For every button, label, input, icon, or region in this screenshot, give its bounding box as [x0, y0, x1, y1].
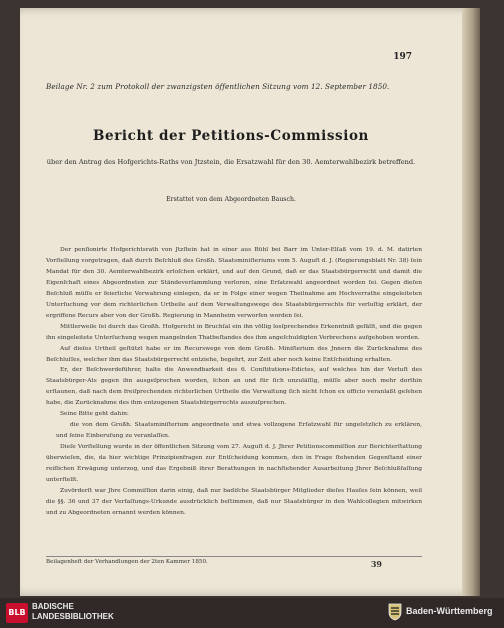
bw-coat-of-arms-icon	[388, 603, 402, 621]
paragraph: Zuvörderſt war Jhre Commiſſion darin einig, daß nur badiſche Staatsbürger Mitglieder dieſes Hauſes ſein können, weil die §§. 36 und 37 der Verfaſſungs-Urkunde ausdrücklich beſtimmen, daß nur Staatsbürger in den Wahlcollegien mitwirken und zu Abgeordneten ernannt werden können.	[46, 487, 422, 516]
signature-mark: 39	[370, 559, 382, 569]
report-author: Erstattet von dem Abgeordneten Bausch.	[166, 196, 296, 203]
library-name-line1: BADISCHE	[32, 602, 74, 611]
library-name-line2: LANDESBIBLIOTHEK	[32, 612, 114, 621]
library-name[interactable]	[32, 602, 114, 622]
book-edge	[462, 8, 480, 596]
state-name[interactable]: Baden-Württemberg	[406, 606, 493, 616]
blb-logo-icon[interactable]: BLB	[6, 603, 28, 623]
paragraph: Mittlerweile ſei durch das Großh. Hofgericht in Bruchſal ein ihn völlig losſprechendes Erkenntniß gefällt, und die gegen ihn eingeleitete Unterſuchung wegen mangelnden Thatbeſtandes des ihm angeſchuldigten Verbrechens aufgehoben worden.	[46, 323, 422, 341]
page-number: 197	[393, 52, 412, 62]
paragraph: Auf dieſes Urtheil geſtützt habe er im Recurswege von dem Großh. Miniſterium des Jnnern die Zurücknahme des Beſchluſſes, welcher ihm das Staatsbürgerrecht entziehe, begehrt, zur Zeit aber noch keine Entſcheidung erhalten.	[46, 345, 422, 363]
report-subtitle: über den Antrag des Hofgerichts-Raths von Jtzstein, die Ersatzwahl für den 30. Aemterwahlbezirk betreffend.	[46, 158, 416, 166]
report-body	[46, 245, 422, 519]
paragraph: Der penſionirte Hofgerichtsrath von Jtzſtein hat in einer aus Bühl bei Barr im Unter-Elſaß vom 19. d. M. datirten Vorſtellung vorgetragen, daß durch Beſchluß des Großh. Staatsminiſteriums vom 5. Auguſt d. J. (Regierungsblatt Nr. 38) ſein Mandat für den 30. Aemterwahlbezirk erloſchen erklärt, und auf den Grund, daß er das Staatsbürgerrecht und damit die Eigenſchaft eines Abgeordneten zur Ständeverſammlung verloren, eine Erſatzwahl angeordnet worden ſei. Gegen dieſen Beſchluß müſſe er feierliche Verwahrung einlegen, da er in Folge einer wegen Theilnahme am Hochverrathe eingeleiteten Unterſuchung vor dem richterlichen Urtheile auf dem Verwaltungswege des Staatsbürgerrechts für verluſtig erklärt, der ergriffene Recurs aber von der Großh. Regierung in Mannheim verworfen worden ſei.	[46, 247, 422, 319]
beilage-header: Beilage Nr. 2 zum Protokoll der zwanzigsten öffentlichen Sitzung vom 12. September 1850.	[46, 82, 390, 91]
paragraph: die von dem Großh. Staatsminiſterium angeordnete und etwa vollzogene Erſatzwahl für ungeſetzlich zu erklären, und ſeine Einberufung zu veranlaſſen.	[56, 422, 422, 440]
paragraph: Dieſe Vorſtellung wurde in der öffentlichen Sitzung vom 27. Auguſt d. J. Jhrer Petitionscommiſſion zur Berichterſtattung überwieſen, die, da hier wichtige Prinzipienfragen zur Entſcheidung kommen, den in Frage ſtehenden Gegenſtand einer reiflichen Erwägung unterzog, und das Ergebniß ihrer Berathungen in nachſtehender Ausarbeitung Jhrer Beſchlußfaſſung unterſtellt.	[46, 444, 422, 484]
paragraph: Er, der Beſchwerdeführer, halte die Anwendbarkeit des 6. Conſtitutions-Edictes, auf welches hin der Verluſt des Staatsbürger-Ats gegen ihn ausgeſprochen worden, ſchon an und für ſich unzuläſſig, müſſe aber noch mehr dorthin erſtaunen, daß nach dem freiſprechenden richterlichen Urtheile die Verwaltung ſich nicht ſchon ex officio veranlaßt geſehen habe, die Zurücknahme des ihm entzogenen Staatsbürgerrechts auszuſprechen.	[46, 367, 422, 407]
paragraph: Seine Bitte geht dahin:	[60, 411, 129, 418]
report-title: Bericht der Petitions-Commission	[93, 128, 369, 144]
footer-note: Beilagenheft der Verhandlungen der 2ten Kammer 1850.	[46, 559, 208, 565]
page-footer	[46, 556, 422, 569]
